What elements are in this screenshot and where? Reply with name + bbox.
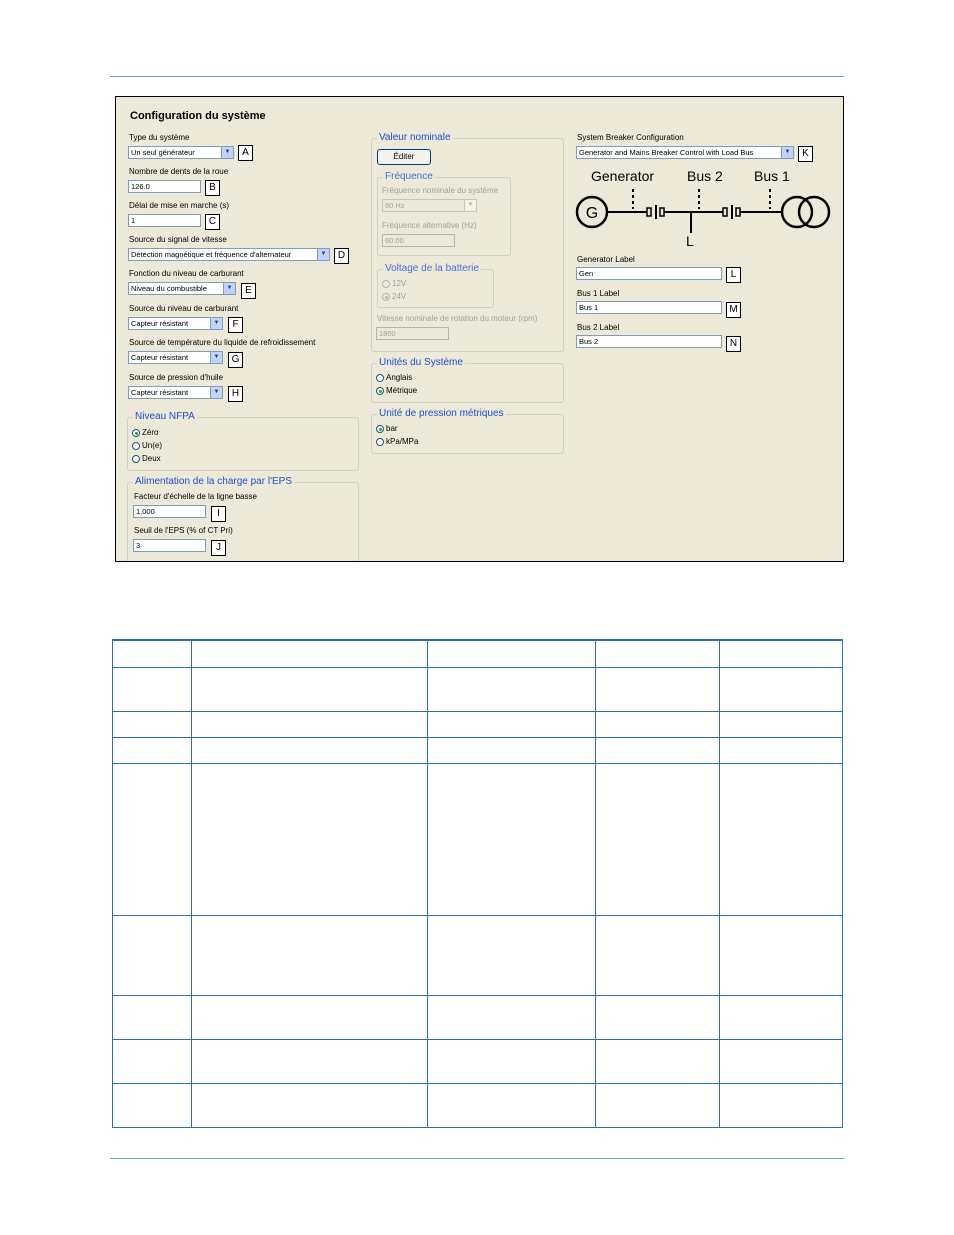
units-option-english[interactable] — [376, 373, 412, 382]
callout-e: E — [241, 283, 256, 299]
units-option-label: Anglais — [386, 373, 413, 382]
table-row — [113, 995, 843, 1039]
rated-values-group — [371, 132, 564, 352]
start-delay-input[interactable]: 1 — [128, 214, 201, 227]
radio-selected-icon[interactable] — [376, 387, 384, 395]
breaker-contact — [647, 208, 651, 216]
table-cell — [596, 763, 720, 915]
start-delay-label: Délai de mise en marche (s) — [129, 201, 230, 210]
radio-selected-icon[interactable] — [376, 425, 384, 433]
callout-m: M — [726, 302, 741, 318]
table-cell — [596, 667, 720, 711]
table-cell — [428, 737, 596, 763]
alternate-frequency-label: Fréquence alternative (Hz) — [382, 221, 477, 230]
fuel-level-function-label: Fonction du niveau de carburant — [129, 269, 244, 278]
system-units-group — [371, 357, 564, 403]
radio-icon[interactable] — [132, 455, 140, 463]
table-header-cell — [192, 640, 428, 667]
radio-selected-icon[interactable] — [382, 293, 390, 301]
system-configuration-window — [115, 96, 844, 562]
nfpa-option-label: Un(e) — [142, 441, 163, 450]
system-type-select[interactable] — [128, 146, 234, 159]
table-header-cell — [428, 640, 596, 667]
battery-option-label: 12V — [392, 279, 407, 288]
table-cell — [720, 763, 843, 915]
table-cell — [720, 667, 843, 711]
table-cell — [113, 915, 192, 995]
battery-option-12v[interactable] — [382, 279, 406, 288]
diagram-bus1-label: Bus 1 — [754, 168, 790, 184]
callout-d: D — [334, 248, 349, 264]
nfpa-option-zero[interactable] — [132, 428, 158, 437]
bus1-label-input[interactable]: Bus 1 — [576, 301, 722, 314]
pressure-units-group — [371, 408, 564, 454]
table-header-row — [113, 640, 843, 667]
coolant-temp-source-label: Source de température du liquide de refroidissement — [129, 338, 316, 347]
generator-symbol-letter: G — [585, 205, 599, 222]
transformer-symbol — [782, 197, 812, 227]
callout-j: J — [211, 540, 226, 556]
table-cell — [428, 1039, 596, 1083]
rated-values-group-title: Valeur nominale — [379, 132, 451, 143]
table-row — [113, 737, 843, 763]
callout-g: G — [228, 352, 243, 368]
table-cell — [192, 667, 428, 711]
table-cell — [192, 711, 428, 737]
low-line-scale-label: Facteur d'échelle de la ligne basse — [134, 492, 257, 501]
oil-pressure-source-label: Source de pression d'huile — [129, 373, 224, 382]
nfpa-option-label: Zéro — [142, 428, 159, 437]
generator-label-input[interactable]: Gen — [576, 267, 722, 280]
transformer-symbol — [799, 197, 829, 227]
oil-pressure-source-value: Capteur résistant — [131, 388, 189, 397]
table-row — [113, 763, 843, 915]
alternate-frequency-input[interactable]: 60.00 — [382, 234, 455, 247]
table-row — [113, 1083, 843, 1127]
flywheel-teeth-input[interactable]: 126.0 — [128, 180, 201, 193]
nfpa-group-title: Niveau NFPA — [135, 411, 195, 422]
table-row — [113, 667, 843, 711]
callout-c: C — [205, 214, 220, 230]
chevron-down-icon[interactable]: ▼ — [317, 249, 329, 260]
table-cell — [596, 915, 720, 995]
pressure-option-bar[interactable] — [376, 424, 398, 433]
pressure-units-group-title: Unité de pression métriques — [379, 408, 504, 419]
speed-signal-source-label: Source du signal de vitesse — [129, 235, 227, 244]
table-cell — [192, 763, 428, 915]
radio-icon[interactable] — [376, 374, 384, 382]
system-units-group-title: Unités du Système — [379, 357, 463, 368]
breaker-config-value: Generator and Mains Breaker Control with Load Bus — [579, 148, 754, 157]
table-header-cell — [596, 640, 720, 667]
nfpa-option-label: Deux — [142, 454, 161, 463]
table-cell — [192, 1083, 428, 1127]
pressure-option-label: kPa/MPa — [386, 437, 419, 446]
breaker-contact — [723, 208, 727, 216]
table-row — [113, 1039, 843, 1083]
speed-signal-source-value: Détection magnétique et fréquence d'alternateur — [131, 250, 292, 259]
callout-i: I — [211, 506, 226, 522]
system-frequency-select[interactable] — [382, 199, 477, 212]
system-type-value: Un seul générateur — [131, 148, 195, 157]
table-cell — [720, 711, 843, 737]
pressure-option-kpa[interactable] — [376, 437, 418, 446]
settings-table — [112, 639, 843, 1128]
callout-a: A — [238, 145, 253, 161]
chevron-down-icon[interactable]: ▼ — [221, 147, 233, 158]
table-cell — [720, 1083, 843, 1127]
speed-signal-source-select[interactable] — [128, 248, 330, 261]
system-frequency-label: Fréquence nominale du système — [382, 186, 499, 195]
callout-b: B — [205, 180, 220, 196]
radio-icon[interactable] — [132, 442, 140, 450]
table-cell — [428, 1083, 596, 1127]
page-title: Configuration du système — [130, 110, 266, 122]
radio-icon[interactable] — [376, 438, 384, 446]
frequency-group-title: Fréquence — [385, 171, 433, 182]
diagram-load-label: L — [686, 233, 694, 249]
bus2-label-caption: Bus 2 Label — [577, 323, 620, 332]
fuel-level-source-label: Source du niveau de carburant — [129, 304, 239, 313]
table-cell — [113, 763, 192, 915]
coolant-temp-source-select[interactable] — [128, 351, 223, 364]
battery-voltage-group-title: Voltage de la batterie — [385, 263, 479, 274]
bus1-label-caption: Bus 1 Label — [577, 289, 620, 298]
table-header-cell — [720, 640, 843, 667]
frequency-group — [377, 171, 511, 256]
chevron-down-icon[interactable]: ▼ — [781, 147, 793, 158]
flywheel-teeth-label: Nombre de dents de la roue — [129, 167, 229, 176]
eps-group-title: Alimentation de la charge par l'EPS — [135, 476, 292, 487]
table-cell — [192, 1039, 428, 1083]
table-cell — [428, 995, 596, 1039]
battery-option-label: 24V — [392, 292, 407, 301]
table-cell — [113, 737, 192, 763]
battery-option-24v[interactable] — [382, 292, 406, 301]
table-cell — [113, 1039, 192, 1083]
chevron-down-icon[interactable]: ▼ — [210, 352, 222, 363]
oil-pressure-source-select[interactable] — [128, 386, 223, 399]
table-cell — [596, 1083, 720, 1127]
breaker-contact — [660, 208, 664, 216]
nfpa-group — [127, 411, 359, 471]
breaker-contact — [736, 208, 740, 216]
nfpa-option-one[interactable] — [132, 441, 162, 450]
pressure-option-label: bar — [386, 424, 398, 433]
table-cell — [720, 1039, 843, 1083]
breaker-config-label: System Breaker Configuration — [577, 133, 684, 142]
fuel-level-source-select[interactable] — [128, 317, 223, 330]
callout-n: N — [726, 336, 741, 352]
table-cell — [596, 995, 720, 1039]
diagram-bus2-label: Bus 2 — [687, 168, 723, 184]
battery-voltage-group — [377, 263, 494, 308]
table-row — [113, 915, 843, 995]
nfpa-option-two[interactable] — [132, 454, 161, 463]
system-frequency-value: 60 Hz — [385, 201, 405, 210]
fuel-level-source-value: Capteur résistant — [131, 319, 189, 328]
table-cell — [428, 763, 596, 915]
engine-rpm-label: Vitesse nominale de rotation du moteur (rpm) — [377, 314, 538, 323]
table-header-cell — [113, 640, 192, 667]
eps-threshold-label: Seuil de l'EPS (% of CT Pri) — [134, 526, 233, 535]
callout-f: F — [228, 317, 243, 333]
bus2-label-input[interactable]: Bus 2 — [576, 335, 722, 348]
table-cell — [428, 711, 596, 737]
table-cell — [720, 995, 843, 1039]
chevron-down-icon[interactable]: ▼ — [223, 283, 235, 294]
fuel-level-function-select[interactable] — [128, 282, 236, 295]
chevron-down-icon[interactable]: ▼ — [210, 387, 222, 398]
generator-label-caption: Generator Label — [577, 255, 635, 264]
table-cell — [113, 995, 192, 1039]
edit-button[interactable]: Éditer — [377, 149, 431, 165]
callout-k: K — [798, 146, 813, 162]
low-line-scale-input[interactable]: 1.000 — [133, 505, 206, 518]
radio-icon[interactable] — [382, 280, 390, 288]
table-cell — [192, 995, 428, 1039]
table-cell — [192, 915, 428, 995]
eps-group — [127, 476, 359, 562]
radio-selected-icon[interactable] — [132, 429, 140, 437]
table-cell — [192, 737, 428, 763]
chevron-down-icon[interactable]: ▼ — [210, 318, 222, 329]
chevron-down-icon[interactable]: ▼ — [464, 200, 476, 211]
eps-threshold-input[interactable]: 3 — [133, 539, 206, 552]
table-cell — [596, 737, 720, 763]
table-cell — [428, 667, 596, 711]
table-cell — [428, 915, 596, 995]
table-cell — [596, 1039, 720, 1083]
units-option-metric[interactable] — [376, 386, 417, 395]
table-row — [113, 711, 843, 737]
diagram-generator-label: Generator — [591, 168, 655, 184]
table-cell — [113, 667, 192, 711]
callout-l: L — [726, 267, 741, 283]
table-cell — [720, 737, 843, 763]
footer-rule — [110, 1158, 844, 1159]
table-cell — [113, 1083, 192, 1127]
engine-rpm-input[interactable]: 1800 — [376, 327, 449, 340]
breaker-config-select[interactable] — [576, 146, 794, 159]
table-cell — [720, 915, 843, 995]
table-cell — [113, 711, 192, 737]
fuel-level-function-value: Niveau du combustible — [131, 284, 207, 293]
system-type-label: Type du système — [129, 133, 190, 142]
callout-h: H — [228, 386, 243, 402]
breaker-one-line-diagram — [571, 165, 841, 250]
table-cell — [596, 711, 720, 737]
header-rule — [110, 76, 844, 77]
coolant-temp-source-value: Capteur résistant — [131, 353, 189, 362]
units-option-label: Métrique — [386, 386, 418, 395]
